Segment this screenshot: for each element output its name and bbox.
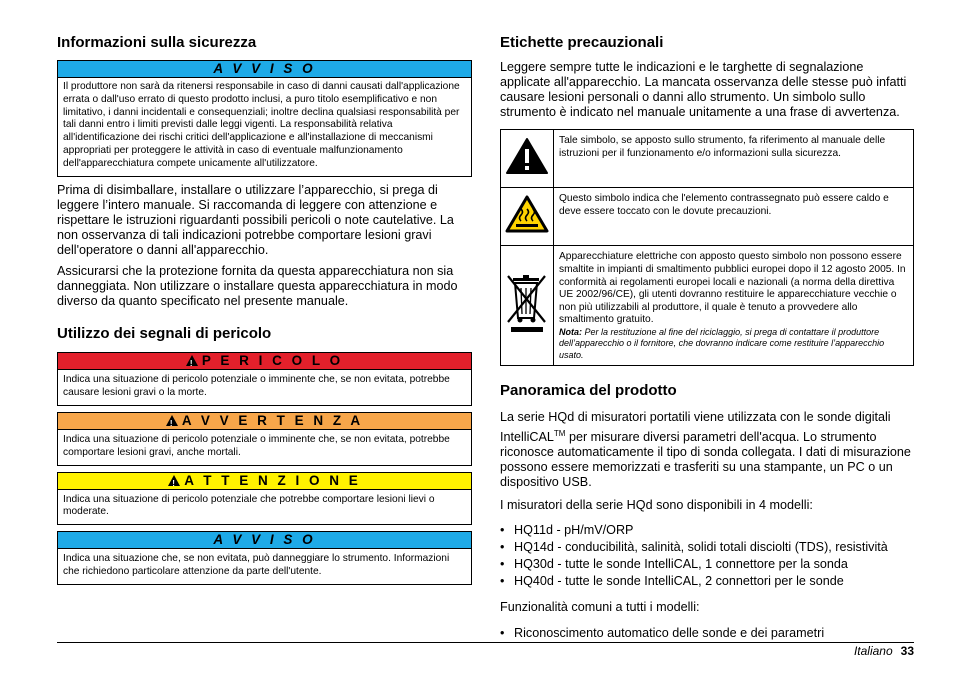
symbol-cell [501, 188, 554, 246]
right-column [500, 30, 914, 642]
features-intro: Funzionalità comuni a tutti i modelli: [500, 600, 700, 615]
page-footer [854, 644, 914, 658]
danger-label: !P E R I C O L O [58, 353, 471, 370]
notice-label: A V V I S O [58, 61, 471, 78]
features-list [500, 625, 914, 642]
symbols-table [500, 129, 914, 366]
symbol-cell [501, 246, 554, 366]
symbol-description [554, 246, 914, 366]
notice-box [57, 60, 472, 177]
symbol-row [501, 130, 914, 188]
caution-box [57, 472, 472, 526]
footer-divider [57, 642, 914, 643]
caution-label: !A T T E N Z I O N E [58, 473, 471, 490]
list-item: • HQ11d - pH/mV/ORP [500, 522, 914, 539]
danger-text: Indica una situazione di pericolo potenziale o imminente che, se non evitata, potrebbe causare lesioni gravi o la morte. [63, 374, 450, 399]
warning-label: !A V V E R T E N Z A [58, 413, 471, 430]
weee-crossed-bin-icon [504, 272, 550, 334]
hazard-heading: Utilizzo dei segnali di pericolo [57, 325, 272, 343]
list-item: • HQ30d - tutte le sonde IntelliCAL, 1 connettore per la sonda [500, 556, 914, 573]
symbol-description: Tale simbolo, se apposto sullo strumento, fa riferimento al manuale delle istruzioni per il funzionamento e/o informazioni sulla sicurezza. [554, 130, 914, 188]
symbol-description: Questo simbolo indica che l'elemento contrassegnato può essere caldo e deve essere toccato con le dovute precauzioni. [554, 188, 914, 246]
list-item: • HQ14d - conducibilità, salinità, solidi totali disciolti (TDS), resistività [500, 539, 914, 556]
labels-heading: Etichette precauzionali [500, 34, 664, 51]
warning-triangle-icon [166, 415, 178, 426]
page-number: 33 [900, 644, 914, 658]
warning-triangle-icon [168, 475, 180, 486]
danger-box [57, 352, 472, 406]
safety-heading: Informazioni sulla sicurezza [57, 34, 257, 51]
safety-paragraph-1: Prima di disimballare, installare o utilizzare l’apparecchio, si prega di leggere l’intero manuale. Si raccomanda di leggere con attenzione e rispettare le istruzioni riguardanti possibili pericoli o note cautelative. La non osservanza di tali indicazioni potrebbe comportare lesioni gravi dell'operatore o danni all'apparecchio. [57, 182, 454, 257]
labels-paragraph: Leggere sempre tutte le indicazioni e le targhette di segnalazione applicate all'apparecchio. La mancata osservanza delle stesse può infatti causare lesioni personali o danni allo strumento. Un simbolo sullo strumento è indicato nel manuale unitamente a una frase di avvertenza. [500, 60, 907, 120]
left-column [57, 30, 472, 585]
notice-text: Il produttore non sarà da ritenersi responsabile in caso di danni causati dall'applicazione errata o dall'uso errato di questo prodotto inclusi, a puro titolo esemplificativo e non limitativo, i danni incidentali e consequenziali; inoltre declina qualsiasi responsabilità per tali danni entro i limiti previsti dalle leggi vigenti. La responsabilità relativa all'identificazione dei rischi critici dell'applicazione e all'installazione di meccanismi appropriati per proteggere le attività in caso di eventuale malfunzionamento dell'apparecchiatura compete unicamente all'utilizzatore. [63, 81, 460, 169]
notice-box-2 [57, 531, 472, 585]
overview-heading: Panoramica del prodotto [500, 382, 677, 400]
list-item: • Riconoscimento automatico delle sonde e dei parametri [500, 625, 914, 642]
symbol-row [501, 188, 914, 246]
notice-label-2: A V V I S O [58, 532, 471, 549]
models-intro: I misuratori della serie HQd sono disponibili in 4 modelli: [500, 498, 813, 513]
weee-text: Apparecchiature elettriche con apposto questo simbolo non possono essere smaltite in impianti di smaltimento pubblici europei dopo il 12 agosto 2005. In conformità ai regolamenti europei locali e nazionali (a norma della direttiva UE 2002/96/CE), gli utenti dovranno restituire le apparecchiature vecchie o non più utilizzabili al produttore, il quale è tenuto a provvedere allo smaltimento gratuito. [559, 251, 906, 326]
warning-triangle-icon [505, 137, 549, 175]
symbol-row [501, 246, 914, 366]
warning-triangle-icon [186, 355, 198, 366]
symbol-cell [501, 130, 554, 188]
warning-text: Indica una situazione di pericolo potenziale o imminente che, se non evitata, potrebbe comportare lesioni gravi, anche mortali. [63, 433, 450, 458]
caution-text: Indica una situazione di pericolo potenziale che potrebbe comportare lesioni lievi o moderate. [63, 493, 435, 518]
weee-note: Nota: Per la restituzione al fine del riciclaggio, si prega di contattare il produttore dell’apparecchio o il fornitore, che dovranno indicare come restituire l’apparecchio usato. [559, 326, 885, 360]
safety-paragraph-2: Assicurarsi che la protezione fornita da questa apparecchiatura non sia danneggiata. Non utilizzare o installare questa apparecchiatura in modo diverso da quanto specificato nel presente manuale. [57, 264, 458, 309]
overview-paragraph: La serie HQd di misuratori portatili viene utilizzata con le sonde digitali IntelliCAL™ per misurare diversi parametri dell'acqua. Lo strumento riconosce automaticamente il tipo di sonda collegata. I dati di misurazione possono essere memorizzati e trasferiti su una stampante, un PC o un dispositivo USB. [500, 410, 911, 489]
footer-language: Italiano [853, 644, 893, 658]
warning-box [57, 412, 472, 466]
notice-text-2: Indica una situazione che, se non evitata, può danneggiare lo strumento. Informazioni che richiedono particolare attenzione da parte dell'utente. [63, 553, 450, 577]
hot-surface-icon [505, 195, 549, 233]
list-item: • HQ40d - tutte le sonde IntelliCAL, 2 connettori per le sonde [500, 573, 914, 590]
models-list [500, 522, 914, 590]
